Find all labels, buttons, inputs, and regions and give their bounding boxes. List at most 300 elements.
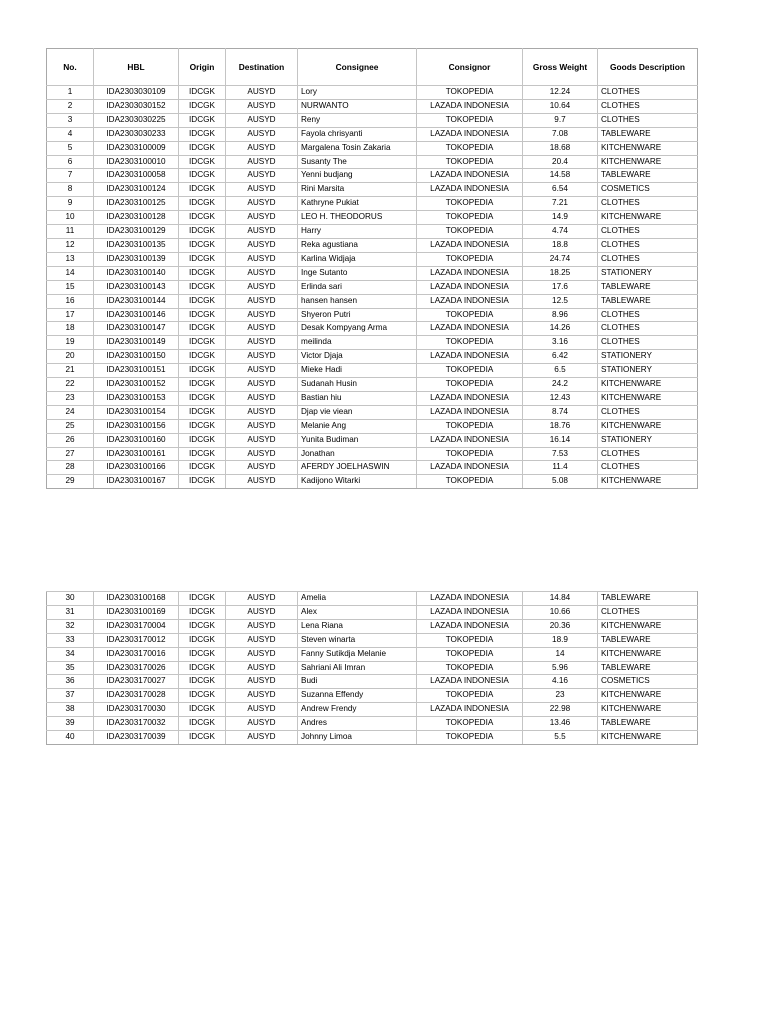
cell-origin: IDCGK — [179, 633, 226, 647]
cell-no: 27 — [47, 447, 94, 461]
cell-hbl: IDA2303100125 — [94, 197, 179, 211]
cell-consignee: Erlinda sari — [298, 280, 417, 294]
cell-consignor: TOKOPEDIA — [417, 364, 523, 378]
cell-destination: AUSYD — [226, 378, 298, 392]
cell-no: 23 — [47, 391, 94, 405]
cell-gross-weight: 7.21 — [523, 197, 598, 211]
cell-gross-weight: 5.5 — [523, 731, 598, 745]
table-row — [47, 211, 698, 225]
cell-consignor: LAZADA INDONESIA — [417, 619, 523, 633]
cell-goods-description: TABLEWARE — [598, 633, 698, 647]
cell-consignee: Johnny Limoa — [298, 731, 417, 745]
cell-origin: IDCGK — [179, 592, 226, 606]
cell-no: 33 — [47, 633, 94, 647]
cell-goods-description: KITCHENWARE — [598, 647, 698, 661]
table-row — [47, 127, 698, 141]
cell-no: 18 — [47, 322, 94, 336]
cell-gross-weight: 18.68 — [523, 141, 598, 155]
cell-gross-weight: 5.96 — [523, 661, 598, 675]
cell-goods-description: KITCHENWARE — [598, 391, 698, 405]
table-row — [47, 475, 698, 489]
cell-gross-weight: 13.46 — [523, 717, 598, 731]
cell-destination: AUSYD — [226, 211, 298, 225]
cell-consignee: Andrew Frendy — [298, 703, 417, 717]
cell-no: 4 — [47, 127, 94, 141]
table-row — [47, 86, 698, 100]
cell-origin: IDCGK — [179, 731, 226, 745]
manifest-table-page-1 — [46, 48, 698, 489]
cell-destination: AUSYD — [226, 661, 298, 675]
cell-no: 29 — [47, 475, 94, 489]
cell-goods-description: STATIONERY — [598, 364, 698, 378]
cell-goods-description: KITCHENWARE — [598, 155, 698, 169]
cell-consignor: TOKOPEDIA — [417, 378, 523, 392]
cell-destination: AUSYD — [226, 364, 298, 378]
cell-consignor: TOKOPEDIA — [417, 633, 523, 647]
cell-origin: IDCGK — [179, 238, 226, 252]
cell-consignee: Kathryne Pukiat — [298, 197, 417, 211]
cell-origin: IDCGK — [179, 183, 226, 197]
cell-origin: IDCGK — [179, 661, 226, 675]
cell-no: 35 — [47, 661, 94, 675]
cell-origin: IDCGK — [179, 717, 226, 731]
cell-consignee: Jonathan — [298, 447, 417, 461]
cell-consignee: Suzanna Effendy — [298, 689, 417, 703]
cell-consignor: LAZADA INDONESIA — [417, 294, 523, 308]
cell-hbl: IDA2303030152 — [94, 99, 179, 113]
cell-consignee: Budi — [298, 675, 417, 689]
table-row — [47, 238, 698, 252]
cell-consignee: Shyeron Putri — [298, 308, 417, 322]
table-row — [47, 197, 698, 211]
cell-no: 30 — [47, 592, 94, 606]
cell-goods-description: CLOTHES — [598, 252, 698, 266]
cell-gross-weight: 6.54 — [523, 183, 598, 197]
cell-origin: IDCGK — [179, 619, 226, 633]
cell-origin: IDCGK — [179, 113, 226, 127]
cell-destination: AUSYD — [226, 238, 298, 252]
table-row — [47, 378, 698, 392]
cell-hbl: IDA2303170030 — [94, 703, 179, 717]
cell-destination: AUSYD — [226, 183, 298, 197]
cell-origin: IDCGK — [179, 675, 226, 689]
cell-origin: IDCGK — [179, 252, 226, 266]
cell-consignor: TOKOPEDIA — [417, 419, 523, 433]
cell-origin: IDCGK — [179, 141, 226, 155]
cell-destination: AUSYD — [226, 675, 298, 689]
cell-consignor: TOKOPEDIA — [417, 86, 523, 100]
cell-origin: IDCGK — [179, 647, 226, 661]
cell-no: 38 — [47, 703, 94, 717]
cell-gross-weight: 14.26 — [523, 322, 598, 336]
table-row — [47, 689, 698, 703]
cell-origin: IDCGK — [179, 364, 226, 378]
cell-destination: AUSYD — [226, 405, 298, 419]
cell-destination: AUSYD — [226, 619, 298, 633]
cell-goods-description: KITCHENWARE — [598, 703, 698, 717]
cell-consignor: TOKOPEDIA — [417, 661, 523, 675]
cell-no: 26 — [47, 433, 94, 447]
cell-gross-weight: 12.43 — [523, 391, 598, 405]
cell-destination: AUSYD — [226, 225, 298, 239]
cell-consignee: Kadijono Witarki — [298, 475, 417, 489]
cell-origin: IDCGK — [179, 689, 226, 703]
cell-no: 15 — [47, 280, 94, 294]
cell-consignor: LAZADA INDONESIA — [417, 183, 523, 197]
cell-gross-weight: 22.98 — [523, 703, 598, 717]
cell-goods-description: KITCHENWARE — [598, 419, 698, 433]
cell-hbl: IDA2303100160 — [94, 433, 179, 447]
cell-no: 28 — [47, 461, 94, 475]
cell-consignor: LAZADA INDONESIA — [417, 592, 523, 606]
cell-gross-weight: 24.2 — [523, 378, 598, 392]
header-row — [47, 49, 698, 86]
cell-consignor: LAZADA INDONESIA — [417, 391, 523, 405]
cell-consignor: LAZADA INDONESIA — [417, 703, 523, 717]
cell-goods-description: CLOTHES — [598, 225, 698, 239]
cell-goods-description: STATIONERY — [598, 266, 698, 280]
cell-gross-weight: 4.74 — [523, 225, 598, 239]
cell-destination: AUSYD — [226, 419, 298, 433]
cell-origin: IDCGK — [179, 378, 226, 392]
cell-hbl: IDA2303100140 — [94, 266, 179, 280]
cell-hbl: IDA2303100129 — [94, 225, 179, 239]
cell-destination: AUSYD — [226, 294, 298, 308]
cell-hbl: IDA2303100135 — [94, 238, 179, 252]
cell-origin: IDCGK — [179, 475, 226, 489]
table-row — [47, 322, 698, 336]
cell-gross-weight: 14.84 — [523, 592, 598, 606]
header-hbl: HBL — [94, 49, 179, 86]
cell-consignee: hansen hansen — [298, 294, 417, 308]
cell-goods-description: CLOTHES — [598, 322, 698, 336]
table-row — [47, 447, 698, 461]
cell-goods-description: TABLEWARE — [598, 717, 698, 731]
cell-consignor: TOKOPEDIA — [417, 717, 523, 731]
cell-no: 8 — [47, 183, 94, 197]
cell-consignee: Inge Sutanto — [298, 266, 417, 280]
cell-origin: IDCGK — [179, 127, 226, 141]
table-row — [47, 703, 698, 717]
cell-consignor: LAZADA INDONESIA — [417, 605, 523, 619]
cell-gross-weight: 18.76 — [523, 419, 598, 433]
cell-consignee: Yunita Budiman — [298, 433, 417, 447]
header-no: No. — [47, 49, 94, 86]
cell-goods-description: CLOTHES — [598, 99, 698, 113]
cell-destination: AUSYD — [226, 155, 298, 169]
cell-no: 2 — [47, 99, 94, 113]
cell-destination: AUSYD — [226, 689, 298, 703]
cell-gross-weight: 10.66 — [523, 605, 598, 619]
cell-destination: AUSYD — [226, 633, 298, 647]
cell-no: 37 — [47, 689, 94, 703]
cell-gross-weight: 4.16 — [523, 675, 598, 689]
cell-no: 7 — [47, 169, 94, 183]
cell-origin: IDCGK — [179, 308, 226, 322]
cell-origin: IDCGK — [179, 197, 226, 211]
cell-hbl: IDA2303100128 — [94, 211, 179, 225]
cell-destination: AUSYD — [226, 336, 298, 350]
cell-gross-weight: 18.8 — [523, 238, 598, 252]
cell-gross-weight: 11.4 — [523, 461, 598, 475]
cell-origin: IDCGK — [179, 99, 226, 113]
cell-consignee: Andres — [298, 717, 417, 731]
cell-goods-description: TABLEWARE — [598, 127, 698, 141]
cell-consignor: LAZADA INDONESIA — [417, 266, 523, 280]
cell-origin: IDCGK — [179, 391, 226, 405]
cell-hbl: IDA2303170012 — [94, 633, 179, 647]
table-row — [47, 155, 698, 169]
cell-consignee: Victor Djaja — [298, 350, 417, 364]
cell-consignee: Susanty The — [298, 155, 417, 169]
cell-gross-weight: 8.74 — [523, 405, 598, 419]
table-row — [47, 419, 698, 433]
cell-gross-weight: 8.96 — [523, 308, 598, 322]
cell-no: 13 — [47, 252, 94, 266]
cell-consignor: TOKOPEDIA — [417, 113, 523, 127]
cell-no: 16 — [47, 294, 94, 308]
cell-goods-description: CLOTHES — [598, 405, 698, 419]
table-row — [47, 647, 698, 661]
cell-hbl: IDA2303100156 — [94, 419, 179, 433]
table-row — [47, 405, 698, 419]
cell-destination: AUSYD — [226, 308, 298, 322]
cell-destination: AUSYD — [226, 731, 298, 745]
header-origin: Origin — [179, 49, 226, 86]
table-row — [47, 605, 698, 619]
cell-goods-description: KITCHENWARE — [598, 141, 698, 155]
table-row — [47, 308, 698, 322]
table-body — [47, 592, 698, 745]
cell-goods-description: TABLEWARE — [598, 661, 698, 675]
cell-hbl: IDA2303170028 — [94, 689, 179, 703]
cell-hbl: IDA2303030233 — [94, 127, 179, 141]
cell-goods-description: KITCHENWARE — [598, 211, 698, 225]
cell-consignor: TOKOPEDIA — [417, 141, 523, 155]
cell-consignee: Melanie Ang — [298, 419, 417, 433]
cell-no: 21 — [47, 364, 94, 378]
cell-no: 40 — [47, 731, 94, 745]
cell-destination: AUSYD — [226, 252, 298, 266]
cell-consignor: TOKOPEDIA — [417, 336, 523, 350]
cell-consignee: Alex — [298, 605, 417, 619]
cell-no: 10 — [47, 211, 94, 225]
header-gross-weight: Gross Weight — [523, 49, 598, 86]
cell-origin: IDCGK — [179, 225, 226, 239]
cell-hbl: IDA2303100058 — [94, 169, 179, 183]
table-row — [47, 433, 698, 447]
cell-consignee: Sahriani Ali Imran — [298, 661, 417, 675]
cell-goods-description: STATIONERY — [598, 433, 698, 447]
cell-destination: AUSYD — [226, 461, 298, 475]
cell-gross-weight: 7.08 — [523, 127, 598, 141]
cell-goods-description: CLOTHES — [598, 238, 698, 252]
cell-gross-weight: 20.36 — [523, 619, 598, 633]
cell-goods-description: TABLEWARE — [598, 280, 698, 294]
cell-hbl: IDA2303100009 — [94, 141, 179, 155]
cell-gross-weight: 5.08 — [523, 475, 598, 489]
cell-consignee: Fayola chrisyanti — [298, 127, 417, 141]
cell-no: 17 — [47, 308, 94, 322]
cell-hbl: IDA2303030109 — [94, 86, 179, 100]
table-row — [47, 113, 698, 127]
table-body — [47, 86, 698, 489]
cell-gross-weight: 9.7 — [523, 113, 598, 127]
cell-origin: IDCGK — [179, 405, 226, 419]
cell-hbl: IDA2303100146 — [94, 308, 179, 322]
table-row — [47, 391, 698, 405]
cell-no: 22 — [47, 378, 94, 392]
cell-origin: IDCGK — [179, 350, 226, 364]
cell-consignor: LAZADA INDONESIA — [417, 169, 523, 183]
header-consignor: Consignor — [417, 49, 523, 86]
cell-destination: AUSYD — [226, 86, 298, 100]
cell-consignor: TOKOPEDIA — [417, 155, 523, 169]
cell-gross-weight: 23 — [523, 689, 598, 703]
cell-origin: IDCGK — [179, 703, 226, 717]
cell-goods-description: CLOTHES — [598, 447, 698, 461]
cell-gross-weight: 14 — [523, 647, 598, 661]
cell-consignee: Bastian hiu — [298, 391, 417, 405]
cell-no: 11 — [47, 225, 94, 239]
cell-no: 34 — [47, 647, 94, 661]
cell-destination: AUSYD — [226, 113, 298, 127]
cell-gross-weight: 10.64 — [523, 99, 598, 113]
cell-goods-description: KITCHENWARE — [598, 378, 698, 392]
table-row — [47, 169, 698, 183]
table-row — [47, 731, 698, 745]
cell-goods-description: CLOTHES — [598, 113, 698, 127]
cell-hbl: IDA2303100147 — [94, 322, 179, 336]
cell-goods-description: CLOTHES — [598, 86, 698, 100]
cell-no: 36 — [47, 675, 94, 689]
cell-no: 39 — [47, 717, 94, 731]
cell-gross-weight: 6.42 — [523, 350, 598, 364]
table-row — [47, 252, 698, 266]
cell-consignor: TOKOPEDIA — [417, 689, 523, 703]
cell-origin: IDCGK — [179, 211, 226, 225]
cell-hbl: IDA2303100139 — [94, 252, 179, 266]
cell-hbl: IDA2303100168 — [94, 592, 179, 606]
cell-goods-description: KITCHENWARE — [598, 475, 698, 489]
cell-consignor: TOKOPEDIA — [417, 447, 523, 461]
cell-origin: IDCGK — [179, 155, 226, 169]
cell-no: 25 — [47, 419, 94, 433]
cell-destination: AUSYD — [226, 266, 298, 280]
cell-destination: AUSYD — [226, 141, 298, 155]
cell-consignor: LAZADA INDONESIA — [417, 238, 523, 252]
cell-hbl: IDA2303100154 — [94, 405, 179, 419]
cell-gross-weight: 16.14 — [523, 433, 598, 447]
cell-consignor: TOKOPEDIA — [417, 211, 523, 225]
cell-consignor: TOKOPEDIA — [417, 308, 523, 322]
cell-destination: AUSYD — [226, 391, 298, 405]
cell-goods-description: CLOTHES — [598, 336, 698, 350]
cell-no: 12 — [47, 238, 94, 252]
cell-gross-weight: 12.24 — [523, 86, 598, 100]
cell-consignor: LAZADA INDONESIA — [417, 280, 523, 294]
cell-destination: AUSYD — [226, 703, 298, 717]
cell-destination: AUSYD — [226, 433, 298, 447]
cell-destination: AUSYD — [226, 197, 298, 211]
cell-hbl: IDA2303030225 — [94, 113, 179, 127]
cell-no: 20 — [47, 350, 94, 364]
cell-consignee: Sudanah Husin — [298, 378, 417, 392]
header-goods-description: Goods Description — [598, 49, 698, 86]
cell-no: 31 — [47, 605, 94, 619]
cell-goods-description: TABLEWARE — [598, 294, 698, 308]
table-row — [47, 633, 698, 647]
cell-consignee: Amelia — [298, 592, 417, 606]
cell-gross-weight: 24.74 — [523, 252, 598, 266]
cell-consignee: Reka agustiana — [298, 238, 417, 252]
cell-consignee: NURWANTO — [298, 99, 417, 113]
cell-origin: IDCGK — [179, 266, 226, 280]
header-destination: Destination — [226, 49, 298, 86]
cell-hbl: IDA2303100166 — [94, 461, 179, 475]
table-row — [47, 675, 698, 689]
cell-gross-weight: 12.5 — [523, 294, 598, 308]
cell-goods-description: KITCHENWARE — [598, 689, 698, 703]
cell-consignee: Lena Riana — [298, 619, 417, 633]
cell-no: 32 — [47, 619, 94, 633]
cell-consignor: LAZADA INDONESIA — [417, 322, 523, 336]
cell-origin: IDCGK — [179, 419, 226, 433]
cell-consignee: Reny — [298, 113, 417, 127]
table-row — [47, 294, 698, 308]
cell-destination: AUSYD — [226, 127, 298, 141]
cell-origin: IDCGK — [179, 433, 226, 447]
cell-consignor: TOKOPEDIA — [417, 647, 523, 661]
cell-consignor: LAZADA INDONESIA — [417, 99, 523, 113]
cell-origin: IDCGK — [179, 336, 226, 350]
cell-destination: AUSYD — [226, 99, 298, 113]
table-row — [47, 619, 698, 633]
cell-hbl: IDA2303100151 — [94, 364, 179, 378]
cell-consignee: Djap vie viean — [298, 405, 417, 419]
cell-consignee: AFERDY JOELHASWIN — [298, 461, 417, 475]
cell-goods-description: CLOTHES — [598, 461, 698, 475]
cell-gross-weight: 18.9 — [523, 633, 598, 647]
cell-goods-description: CLOTHES — [598, 197, 698, 211]
cell-destination: AUSYD — [226, 647, 298, 661]
cell-hbl: IDA2303170039 — [94, 731, 179, 745]
table-row — [47, 280, 698, 294]
cell-goods-description: KITCHENWARE — [598, 619, 698, 633]
cell-consignor: TOKOPEDIA — [417, 475, 523, 489]
cell-no: 14 — [47, 266, 94, 280]
cell-origin: IDCGK — [179, 294, 226, 308]
table-row — [47, 183, 698, 197]
cell-origin: IDCGK — [179, 86, 226, 100]
cell-hbl: IDA2303100124 — [94, 183, 179, 197]
cell-consignee: Desak Kompyang Arma — [298, 322, 417, 336]
table-row — [47, 661, 698, 675]
cell-gross-weight: 20.4 — [523, 155, 598, 169]
cell-no: 6 — [47, 155, 94, 169]
cell-hbl: IDA2303100152 — [94, 378, 179, 392]
cell-destination: AUSYD — [226, 350, 298, 364]
cell-no: 24 — [47, 405, 94, 419]
cell-goods-description: CLOTHES — [598, 605, 698, 619]
cell-goods-description: CLOTHES — [598, 308, 698, 322]
cell-no: 1 — [47, 86, 94, 100]
cell-goods-description: COSMETICS — [598, 183, 698, 197]
cell-consignor: LAZADA INDONESIA — [417, 461, 523, 475]
table-row — [47, 461, 698, 475]
table-row — [47, 364, 698, 378]
table-row — [47, 99, 698, 113]
